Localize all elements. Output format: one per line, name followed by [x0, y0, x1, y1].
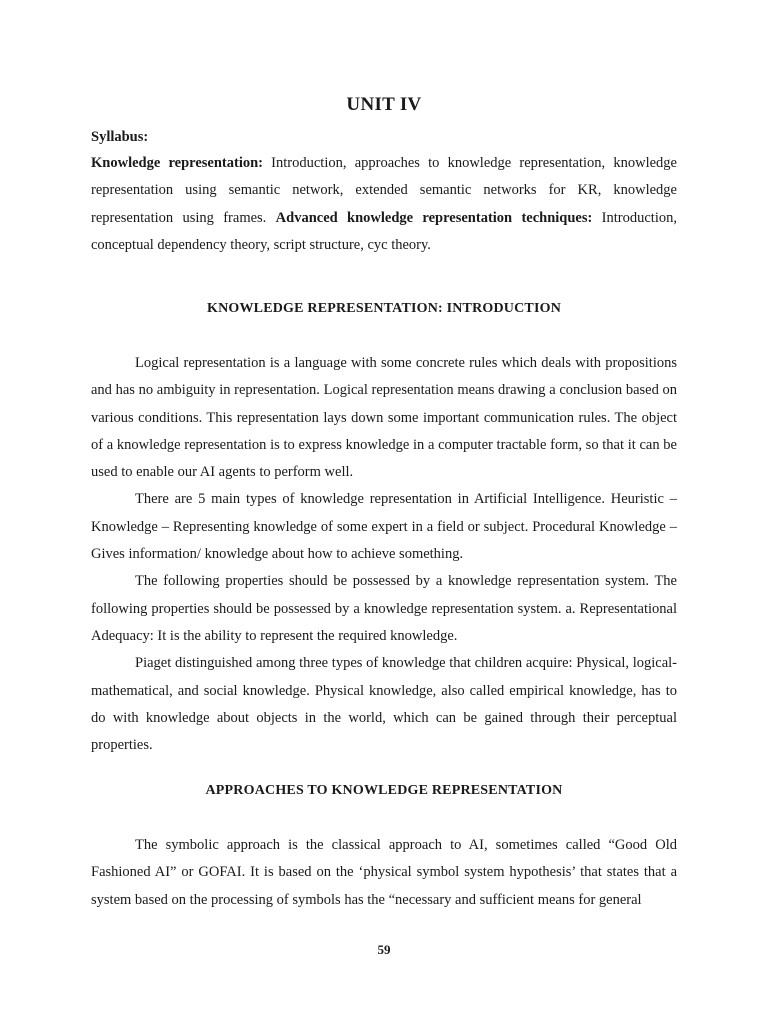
paragraph: Piaget distinguished among three types of knowledge that children acquire: Physical, logical-mathematical, and social knowledge. Physical knowledge, also called empirical knowledge, has to do with knowledge about objects in the world, which can be gained through their perceptual properties. — [91, 655, 677, 754]
advanced-label: Advanced knowledge representation techniques: — [275, 209, 593, 226]
page-number: 59 — [377, 942, 391, 957]
kr-topics: Introduction, approaches to knowledge representation, knowledge representation using semantic network, extended semantic networks for KR, knowledge representation using frames. — [91, 155, 677, 226]
paragraph: The symbolic approach is the classical approach to AI, sometimes called “Good Old Fashioned AI” or GOFAI. It is based on the ‘physical symbol system hypothesis’ that states that a system based on the processing of symbols has the “necessary and sufficient means for general — [91, 837, 677, 908]
section-heading-approaches: APPROACHES TO KNOWLEDGE REPRESENTATION — [205, 783, 563, 798]
section-heading-introduction: KNOWLEDGE REPRESENTATION: INTRODUCTION — [206, 301, 562, 316]
syllabus-label: Syllabus: — [91, 129, 149, 145]
section-body-approaches — [91, 832, 677, 914]
paragraph: There are 5 main types of knowledge representation in Artificial Intelligence. Heuristic – Knowledge – Representing knowledge of some expert in a field or subject. Procedural Knowledge – Gives information/ knowledge about how to achieve something. — [91, 491, 677, 563]
advanced-topics: Introduction, conceptual dependency theory, script structure, cyc theory. — [91, 209, 677, 253]
section-body-introduction — [91, 350, 677, 759]
kr-label: Knowledge representation: — [91, 155, 263, 171]
paragraph: Logical representation is a language with some concrete rules which deals with propositions and has no ambiguity in representation. Logical representation means drawing a conclusion based on various conditions. This representation lays down some important communication rules. The object of a knowledge representation is to express knowledge in a computer tractable form, so that it can be used to enable our AI agents to perform well. — [91, 355, 677, 481]
syllabus-text — [91, 150, 677, 259]
unit-title: UNIT IV — [346, 94, 422, 115]
paragraph: The following properties should be possessed by a knowledge representation system. The following properties should be possessed by a knowledge representation system. a. Representational Adequacy: It is the ability to represent the required knowledge. — [91, 573, 677, 644]
